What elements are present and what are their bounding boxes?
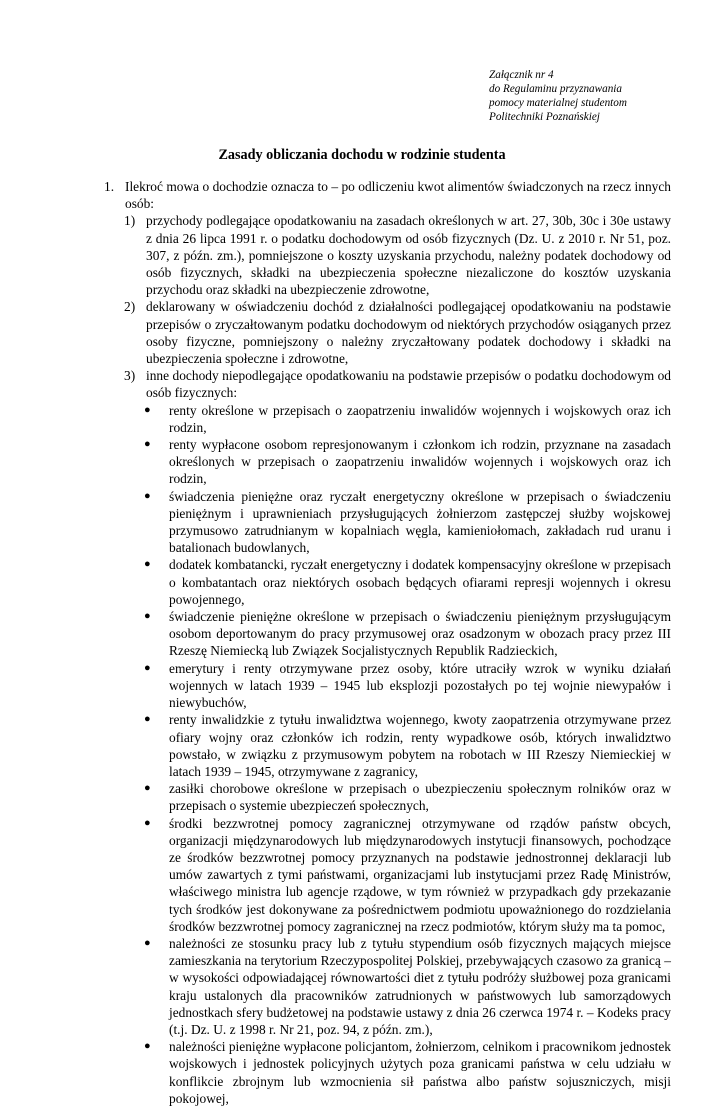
bullet-text: renty określone w przepisach o zaopatrzeniu inwalidów wojennych i wojskowych oraz ich rodzin,	[169, 402, 671, 435]
list-item	[0, 298, 671, 367]
item-text: inne dochody niepodlegające opodatkowaniu na podstawie przepisów o podatku dochodowym od osób fizycznych:	[146, 368, 671, 401]
bullet-text: zasiłki chorobowe określone w przepisach o ubezpieczeniu społecznym rolników oraz w przepisach o systemie ubezpieczeń społecznych,	[169, 781, 671, 814]
section-number: 1.	[104, 179, 115, 194]
bullet-item	[0, 815, 671, 935]
section-1	[0, 178, 671, 212]
annex-note	[489, 68, 714, 124]
bullet-text: należności ze stosunku pracy lub z tytułu stypendium osób fizycznych mających miejsce zamieszkania na terytorium Rzeczypospolitej Polskiej, przebywających czasowo za granicą – w wysokości odpowiadającej równowartości diet z tytułu podróży służbowej poza granicami kraju ustalonych dla pracowników zatrudnionych w państwowych lub samorządowych jednostkach sfery budżetowej na podstawie ustawy z dnia 26 czerwca 1974 r. – Kodeks pracy (t.j. Dz. U. z 1998 r. Nr 21, poz. 94, z późn. zm.),	[169, 935, 671, 1037]
bullet-text: świadczenia pieniężne oraz ryczałt energetyczny określone w przepisach o świadczeniu pieniężnym i uprawnieniach przysługujących żołnierzom zastępczej służby wojskowej przymusowo zatrudnianym w kopalniach węgla, kamieniołomach, zakładach rud uranu i batalionach budowlanych,	[169, 488, 671, 556]
bullet-icon: ●	[144, 438, 151, 451]
bullet-item	[0, 711, 671, 780]
bullet-item	[0, 436, 671, 488]
bullet-item	[0, 1038, 671, 1107]
bullet-text: świadczenie pieniężne określone w przepisach o świadczeniu pieniężnym przysługującym osobom deportowanym do pracy przymusowej oraz osadzonym w obozach pracy przez III Rzeszę Niemiecką lub Związek Socjalistycznych Republik Radzieckich,	[169, 609, 671, 659]
bullet-icon: ●	[144, 1040, 151, 1053]
annex-line: Załącznik nr 4	[489, 69, 554, 81]
bullet-item	[0, 402, 671, 436]
document-title: Zasady obliczania dochodu w rodzinie studenta	[218, 147, 506, 163]
bullet-icon: ●	[144, 558, 151, 571]
annex-line: Politechniki Poznańskiej	[489, 111, 600, 123]
list-item	[0, 367, 671, 401]
bullet-item	[0, 780, 671, 814]
bullet-text: należności pieniężne wypłacone policjantom, żołnierzom, celnikom i pracownikom jednostek wojskowych i jednostek policyjnych użytych poza granicami państwa w celu udziału w konflikcie zbrojnym lub wzmocnienia sił państwa albo państw sojuszniczych, misji pokojowej,	[169, 1039, 671, 1106]
item-number: 3)	[124, 368, 136, 384]
bullet-item	[0, 935, 671, 1038]
item-text: deklarowany w oświadczeniu dochód z działalności podlegającej opodatkowaniu na podstawie przepisów o zryczałtowanym podatku dochodowym od niektórych przychodów osiąganych przez osoby fizyczne, pomniejszony o należny zryczałtowany podatek dochodowy i składki na ubezpieczenia społeczne i zdrowotne,	[146, 299, 671, 367]
bullet-text: środki bezzwrotnej pomocy zagranicznej otrzymywane od rządów państw obcych, organizacji międzynarodowych lub międzynarodowych instytucji finansowych, pochodzące ze środków bezzwrotnej pomocy przyznanych na podstawie jednostronnej deklaracji lub umów zawartych z tymi państwami, organizacjami lub instytucjami przez Radę Ministrów, właściwego ministra lub agencje rządowe, w tym również w przypadkach gdy przekazanie tych środków jest dokonywane za pośrednictwem podmiotu upoważnionego do rozdzielania środków bezzwrotnej pomocy zagranicznej na rzecz podmiotów, którym służy ma ta pomoc,	[169, 815, 671, 934]
bullet-icon: ●	[144, 713, 151, 726]
bullet-text: emerytury i renty otrzymywane przez osoby, które utraciły wzrok w wyniku działań wojennych w latach 1939 – 1945 lub eksplozji pozostałych po tej wojnie niewypałów i niewybuchów,	[169, 660, 671, 711]
item-number: 1)	[124, 213, 136, 229]
bullet-item	[0, 488, 671, 557]
bullet-text: dodatek kombatancki, ryczałt energetyczny i dodatek kompensacyjny określone w przepisach o kombatantach oraz niektórych osobach będących ofiarami represji wojennych i okresu powojennego,	[169, 557, 671, 607]
bullet-icon: ●	[144, 661, 151, 674]
annex-line: pomocy materialnej studentom	[489, 97, 627, 109]
item-text: przychody podlegające opodatkowaniu na zasadach określonych w art. 27, 30b, 30c i 30e ustawy z dnia 26 lipca 1991 r. o podatku dochodowym od osób fizycznych (Dz. U. z 2010 r. Nr 51, poz. 307, z późn. zm.), pomniejszone o koszty uzyskania przychodu, należny podatek dochodowy od osób fizycznych, składki na ubezpieczenia społeczne niezaliczone do kosztów uzyskania przychodu oraz składki na ubezpieczenie zdrowotne,	[146, 213, 671, 298]
section-intro: Ilekroć mowa o dochodzie oznacza to – po odliczeniu kwot alimentów świadczonych na rzecz innych osób:	[125, 179, 671, 212]
list-item	[0, 212, 671, 298]
annex-line: do Regulaminu przyznawania	[489, 83, 623, 95]
bullet-icon: ●	[144, 782, 151, 795]
document-body	[0, 178, 724, 1107]
bullet-icon: ●	[144, 816, 151, 829]
bullet-text: renty inwalidzkie z tytułu inwalidztwa wojennego, kwoty zaopatrzenia otrzymywane przez ofiary wojny oraz członków ich rodzin, renty wypadkowe osób, których inwalidztwo powstało, w związku z przymusowym pobytem na robotach w III Rzeszy Niemieckiej w latach 1939 – 1945, otrzymywane z zagranicy,	[169, 712, 671, 779]
bullet-icon: ●	[144, 403, 151, 416]
bullet-item	[0, 660, 671, 712]
bullet-icon: ●	[144, 610, 151, 623]
bullet-icon: ●	[144, 936, 151, 949]
item-number: 2)	[124, 299, 136, 315]
bullet-icon: ●	[144, 489, 151, 502]
bullet-item	[0, 556, 671, 608]
bullet-item	[0, 608, 671, 660]
bullet-text: renty wypłacone osobom represjonowanym i członkom ich rodzin, przyznane na zasadach określonych w przepisach o zaopatrzeniu inwalidów wojennych i wojskowych oraz ich rodzin,	[169, 437, 671, 487]
